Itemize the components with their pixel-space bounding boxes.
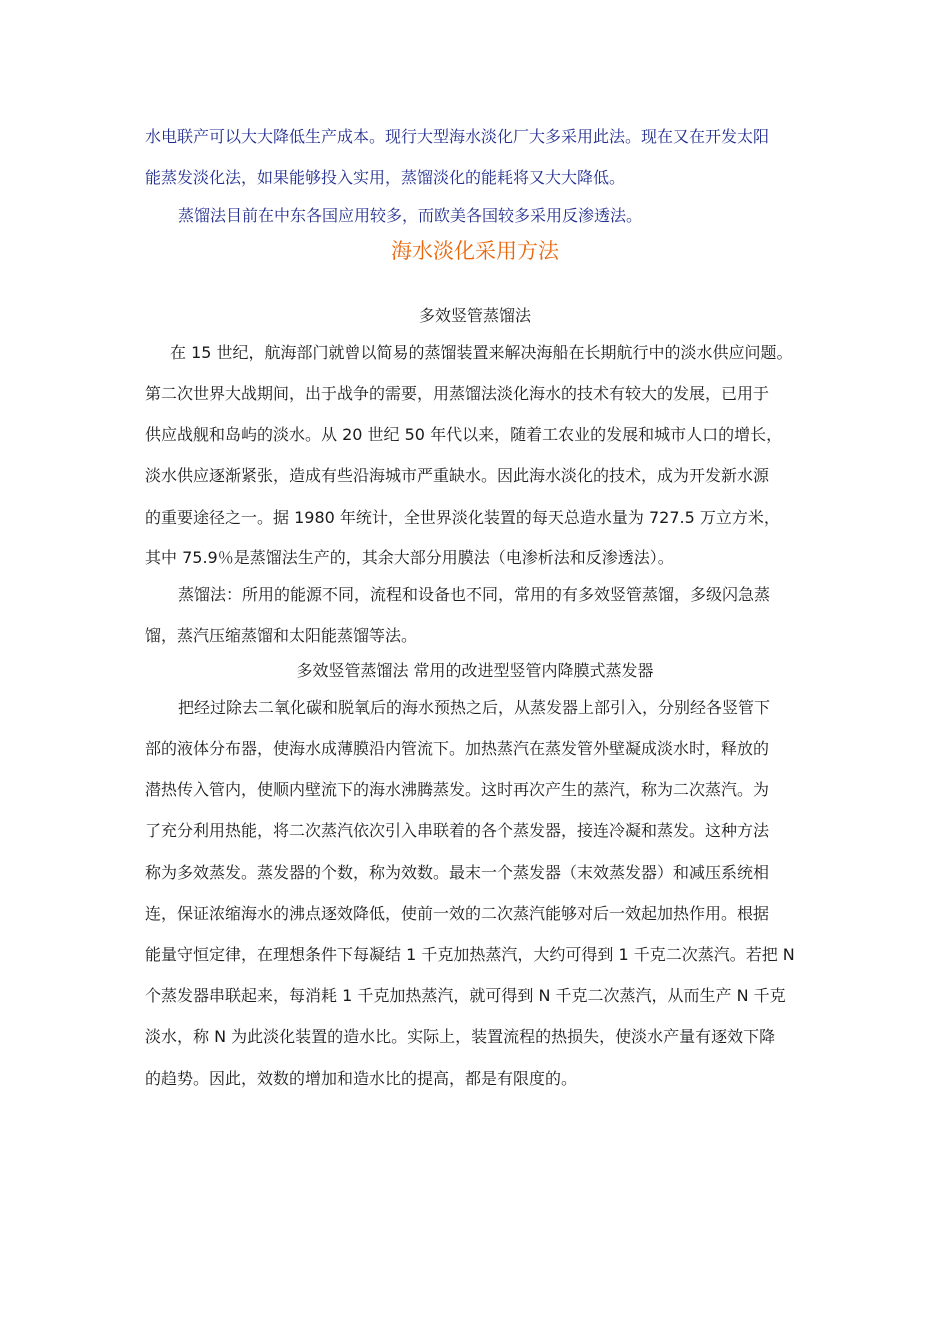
section1-para1-line-2: 第二次世界大战期间，出于战争的需要，用蒸馏法淡化海水的技术有较大的发展，已用于 bbox=[145, 384, 770, 403]
section2-line-2: 部的液体分布器，使海水成薄膜沿内管流下。加热蒸汽在蒸发管外壁凝成淡水时，释放的 bbox=[145, 739, 770, 758]
section2-line-4: 了充分利用热能，将二次蒸汽依次引入串联着的各个蒸发器，接连冷凝和蒸发。这种方法 bbox=[145, 821, 770, 840]
section2-line-6: 连，保证浓缩海水的沸点逐效降低，使前一效的二次蒸汽能够对后一效起加热作用。根据 bbox=[145, 904, 770, 923]
section2-line-9: 淡水，称 N 为此淡化装置的造水比。实际上，装置流程的热损失，使淡水产量有逐效下降 bbox=[145, 1027, 776, 1046]
intro-line-2: 能蒸发淡化法，如果能够投入实用，蒸馏淡化的能耗将又大大降低。 bbox=[145, 168, 626, 187]
section1-para2-line-1: 蒸馏法：所用的能源不同，流程和设备也不同，常用的有多效竖管蒸馏，多级闪急蒸 bbox=[178, 585, 771, 604]
section1-para1-line-4: 淡水供应逐渐紧张，造成有些沿海城市严重缺水。因此海水淡化的技术，成为开发新水源 bbox=[145, 466, 770, 485]
section2-line-8: 个蒸发器串联起来，每消耗 1 千克加热蒸汽，就可得到 N 千克二次蒸汽，从而生产 N 千克 bbox=[145, 986, 786, 1005]
section2-line-10: 的趋势。因此，效数的增加和造水比的提高，都是有限度的。 bbox=[145, 1069, 578, 1088]
section1-para1-line-1: 在 15 世纪，航海部门就曾以简易的蒸馏装置来解决海船在长期航行中的淡水供应问题。 bbox=[170, 343, 793, 362]
section1-para1-line-6: 其中 75.9％是蒸馏法生产的，其余大部分用膜法（电渗析法和反渗透法）。 bbox=[145, 548, 674, 567]
section1-heading: 多效竖管蒸馏法 bbox=[418, 306, 531, 325]
section2-line-1: 把经过除去二氧化碳和脱氧后的海水预热之后，从蒸发器上部引入，分别经各竖管下 bbox=[178, 698, 771, 717]
section2-line-5: 称为多效蒸发。蒸发器的个数，称为效数。最末一个蒸发器（末效蒸发器）和减压系统相 bbox=[145, 863, 770, 882]
section2-heading: 多效竖管蒸馏法 常用的改进型竖管内降膜式蒸发器 bbox=[296, 661, 654, 680]
page-title: 海水淡化采用方法 bbox=[391, 239, 559, 263]
section2-line-7: 能量守恒定律，在理想条件下每凝结 1 千克加热蒸汽，大约可得到 1 千克二次蒸汽。若把 N bbox=[145, 945, 795, 964]
section2-line-3: 潜热传入管内，使顺内壁流下的海水沸腾蒸发。这时再次产生的蒸汽，称为二次蒸汽。为 bbox=[145, 780, 770, 799]
intro-line-1: 水电联产可以大大降低生产成本。现行大型海水淡化厂大多采用此法。现在又在开发太阳 bbox=[145, 127, 770, 146]
section1-para2-line-2: 馏，蒸汽压缩蒸馏和太阳能蒸馏等法。 bbox=[145, 626, 418, 645]
intro-line-3: 蒸馏法目前在中东各国应用较多，而欧美各国较多采用反渗透法。 bbox=[178, 206, 643, 225]
section1-para1-line-5: 的重要途径之一。据 1980 年统计，全世界淡化装置的每天总造水量为 727.5 万立方米， bbox=[145, 508, 780, 527]
section1-para1-line-3: 供应战舰和岛屿的淡水。从 20 世纪 50 年代以来，随着工农业的发展和城市人口的增长， bbox=[145, 425, 783, 444]
